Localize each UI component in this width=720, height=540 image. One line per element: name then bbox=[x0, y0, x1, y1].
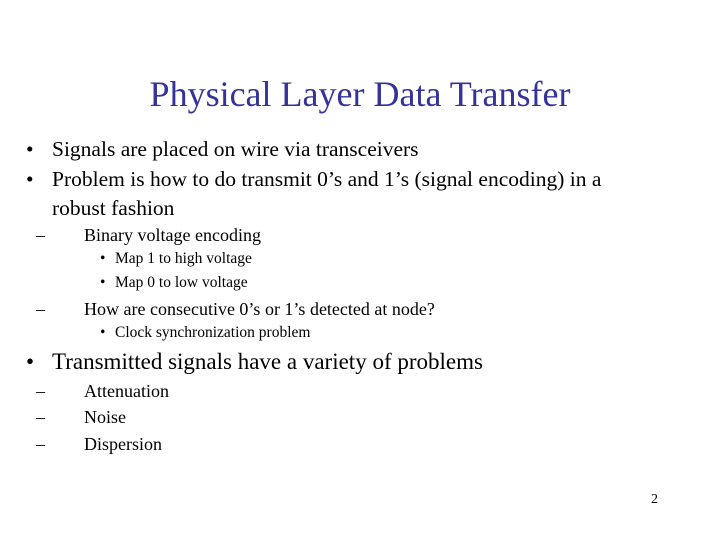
bullet-text: Transmitted signals have a variety of problems bbox=[52, 349, 483, 374]
bullet-text: Signals are placed on wire via transceivers bbox=[52, 137, 419, 161]
small-bullet-dot: • bbox=[100, 250, 106, 267]
bullet-dot: • bbox=[26, 167, 34, 191]
sub-bullet-text: Binary voltage encoding bbox=[84, 225, 261, 245]
sub-sub-bullet-text: Map 0 to low voltage bbox=[115, 274, 248, 291]
sub-bullet-text: Noise bbox=[84, 407, 126, 427]
small-bullet-dot: • bbox=[100, 274, 106, 291]
sub-bullet-text: How are consecutive 0’s or 1’s detected at node? bbox=[84, 299, 435, 319]
small-bullet-dot: • bbox=[100, 324, 106, 341]
page-number: 2 bbox=[651, 492, 658, 507]
slide-title: Physical Layer Data Transfer bbox=[149, 74, 571, 114]
sub-sub-bullet-text: Clock synchronization problem bbox=[115, 324, 311, 341]
dash-marker: – bbox=[36, 434, 45, 454]
dash-marker: – bbox=[36, 225, 45, 245]
sub-bullet-text: Attenuation bbox=[84, 381, 169, 401]
dash-marker: – bbox=[36, 381, 45, 401]
sub-sub-bullet-text: Map 1 to high voltage bbox=[115, 250, 252, 267]
dash-marker: – bbox=[36, 299, 45, 319]
bullet-text-continued: robust fashion bbox=[52, 196, 175, 220]
bullet-dot: • bbox=[26, 349, 35, 374]
sub-bullet-text: Dispersion bbox=[84, 434, 162, 454]
bullet-text: Problem is how to do transmit 0’s and 1’s (signal encoding) in a bbox=[52, 167, 602, 191]
dash-marker: – bbox=[36, 407, 45, 427]
bullet-dot: • bbox=[26, 137, 34, 161]
